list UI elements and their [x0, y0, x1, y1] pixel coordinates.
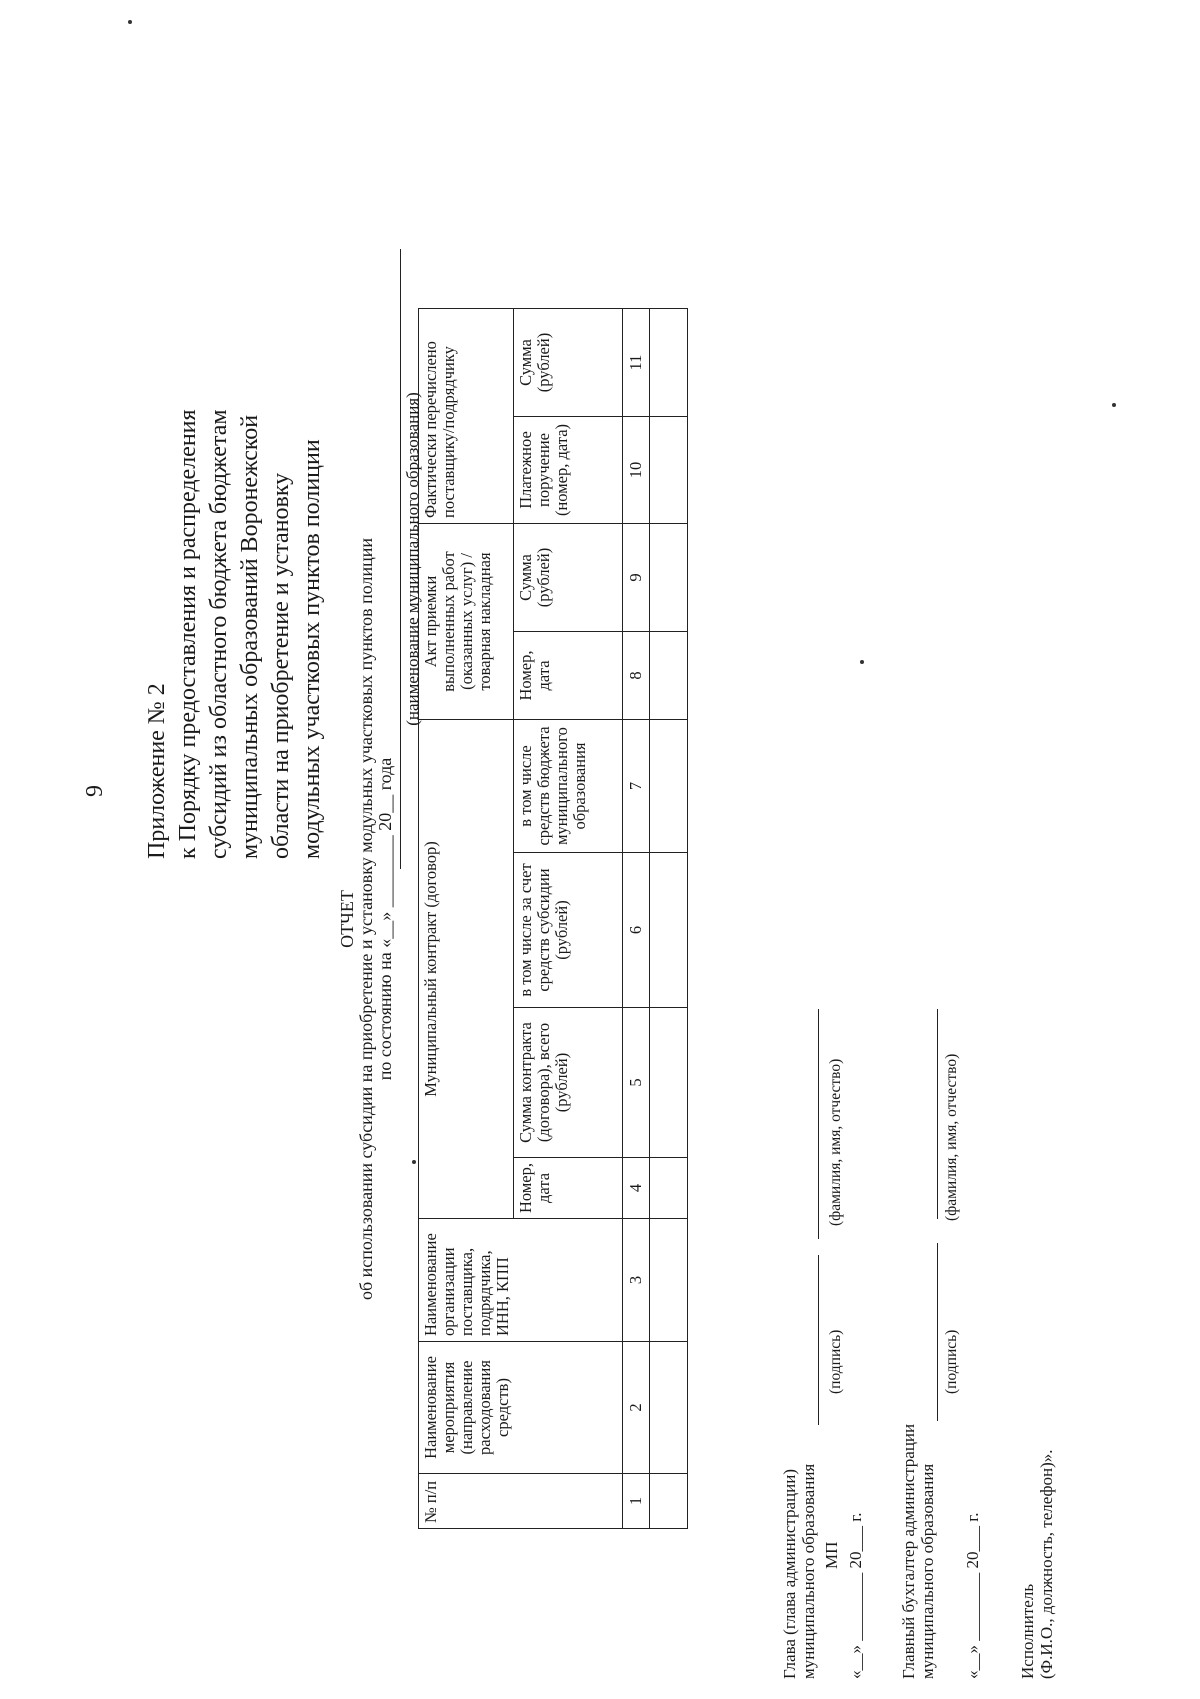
appendix-line: модульных участковых пунктов полиции [299, 439, 325, 859]
column-number: 10 [623, 417, 650, 524]
column-number: 1 [623, 1474, 650, 1529]
report-table [418, 308, 688, 1529]
header-paid-order: Платежное поручение (номер, дата) [514, 417, 623, 524]
head-sign-caption: (подпись) [827, 1329, 844, 1394]
header-paid-sum: Сумма (рублей) [514, 309, 623, 417]
header-event: Наименование мероприятия (направление расходования средств) [419, 1342, 623, 1474]
table-cell [650, 853, 688, 1008]
table-cell [650, 1474, 688, 1529]
accountant-title-line2: муниципального образования [918, 1463, 937, 1679]
table-cell [650, 1342, 688, 1474]
municipality-underline [400, 249, 401, 869]
appendix-line: к Порядку предоставления и распределения [175, 409, 201, 859]
report-subtitle: об использовании субсидии на приобретение и установку модульных участковых пунктов полиции [356, 538, 376, 1300]
head-name-caption: (фамилия, имя, отчество) [827, 1058, 844, 1226]
report-title: ОТЧЕТ [337, 890, 357, 948]
table-cell [650, 309, 688, 417]
report-date-line: по состоянию на «__» ________ 20__ года [375, 757, 395, 1081]
column-number-row [623, 309, 650, 1529]
head-title-line1: Глава (глава администрации) [780, 1468, 799, 1679]
scan-speck [860, 660, 864, 664]
header-contract-num-date: Номер, дата [514, 1158, 623, 1219]
head-signature-line [803, 1255, 819, 1425]
header-act-sum: Сумма (рублей) [514, 524, 623, 632]
scan-speck [1112, 403, 1116, 407]
accountant-title-line1: Главный бухгалтер администрации [899, 1423, 918, 1679]
table-cell [650, 524, 688, 632]
header-contract-group: Муниципальный контракт (договор) [419, 720, 514, 1219]
column-number: 8 [623, 632, 650, 720]
head-name-line [803, 1009, 819, 1239]
table-cell [650, 417, 688, 524]
head-date-line: «__» ________ 20___ г. [846, 1512, 865, 1679]
table-cell [650, 1219, 688, 1342]
page-number: 9 [82, 785, 108, 797]
header-contract-sum: Сумма контракта (договора), всего (рублей) [514, 1008, 623, 1158]
column-number: 3 [623, 1219, 650, 1342]
header-act-group: Акт приемки выполненных работ (оказанных услуг) / товарная накладная [419, 524, 514, 720]
table-cell [650, 1158, 688, 1219]
header-contract-local: в том числе средств бюджета муниципального образования [514, 720, 623, 853]
head-title-line2: муниципального образования [799, 1463, 818, 1679]
municipality-caption: (наименование муниципального образования) [403, 392, 422, 726]
header-paid-group: Фактически перечислено поставщику/подрядчику [419, 309, 514, 524]
executor-caption: (Ф.И.О., должность, телефон)». [1037, 1449, 1056, 1679]
appendix-line: муниципальных образований Воронежской [237, 414, 263, 859]
scan-speck [412, 1160, 416, 1164]
appendix-block [142, 139, 328, 859]
accountant-name-line [922, 1009, 938, 1219]
head-mp: МП [822, 1541, 841, 1569]
header-contract-subsidy: в том числе за счет средств субсидии (рублей) [514, 853, 623, 1008]
table-cell [650, 1008, 688, 1158]
header-act-num-date: Номер, дата [514, 632, 623, 720]
header-organization: Наименование организации поставщика, подрядчика, ИНН, КПП [419, 1219, 623, 1342]
column-number: 2 [623, 1342, 650, 1474]
column-number: 5 [623, 1008, 650, 1158]
column-number: 4 [623, 1158, 650, 1219]
appendix-line: области на приобретение и установку [268, 472, 294, 859]
column-number: 11 [623, 309, 650, 417]
executor-title: Исполнитель [1018, 1583, 1037, 1679]
column-number: 9 [623, 524, 650, 632]
table-row [650, 309, 688, 1529]
accountant-sign-caption: (подпись) [943, 1329, 960, 1394]
table-cell [650, 632, 688, 720]
table-cell [650, 720, 688, 853]
accountant-signature-line [922, 1243, 938, 1421]
column-number: 7 [623, 720, 650, 853]
appendix-line: Приложение № 2 [144, 683, 170, 859]
accountant-name-caption: (фамилия, имя, отчество) [943, 1053, 960, 1221]
appendix-line: субсидий из областного бюджета бюджетам [206, 409, 232, 859]
report-heading [338, 419, 395, 1419]
accountant-date-line: «__» ________ 20___ г. [963, 1512, 982, 1679]
column-number: 6 [623, 853, 650, 1008]
scan-speck [128, 20, 132, 24]
header-num: № п/п [419, 1474, 623, 1529]
